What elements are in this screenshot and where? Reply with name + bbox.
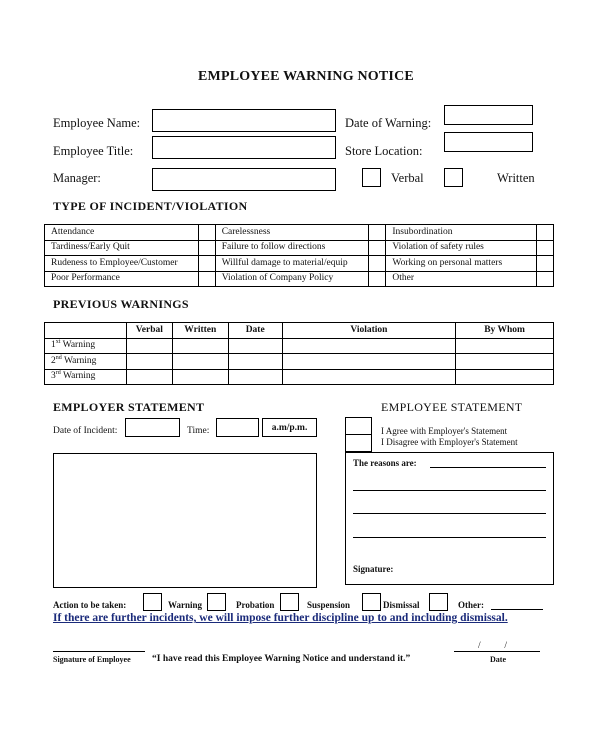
date-of-warning-label: Date of Warning: xyxy=(345,116,432,130)
employee-name-label: Employee Name: xyxy=(53,116,141,130)
cell[interactable] xyxy=(172,354,228,370)
cell[interactable] xyxy=(228,338,282,354)
manager-label: Manager: xyxy=(53,171,101,185)
column-header xyxy=(45,323,127,339)
disagree-checkbox[interactable] xyxy=(345,434,372,452)
column-header: Verbal xyxy=(126,323,172,339)
written-label: Written xyxy=(497,171,535,185)
employee-name-field[interactable] xyxy=(152,109,336,132)
employer-statement-area[interactable] xyxy=(53,453,317,588)
incident-checkbox[interactable] xyxy=(198,256,215,272)
incident-checkbox[interactable] xyxy=(537,256,554,272)
incident-checkbox[interactable] xyxy=(537,271,554,287)
action-label: Action to be taken: xyxy=(53,600,127,610)
probation-checkbox[interactable] xyxy=(280,593,299,611)
employer-statement-heading: EMPLOYER STATEMENT xyxy=(53,400,205,414)
previous-warnings-heading: PREVIOUS WARNINGS xyxy=(53,297,189,311)
agree-checkbox[interactable] xyxy=(345,417,372,435)
page-title: EMPLOYEE WARNING NOTICE xyxy=(198,69,414,84)
table-row xyxy=(45,338,554,354)
incident-item: Tardiness/Early Quit xyxy=(45,240,199,256)
date-of-warning-field[interactable] xyxy=(444,105,533,125)
reasons-line[interactable] xyxy=(353,490,546,491)
incident-item: Willful damage to material/equip xyxy=(215,256,369,272)
cell[interactable] xyxy=(282,354,456,370)
warning-row-label: 2nd Warning xyxy=(45,354,127,370)
table-row xyxy=(45,271,554,287)
warning-label: Warning xyxy=(168,600,203,610)
other-line[interactable] xyxy=(491,609,543,610)
incident-checkbox[interactable] xyxy=(198,240,215,256)
incident-item: Working on personal matters xyxy=(386,256,537,272)
cell[interactable] xyxy=(126,354,172,370)
other-label: Other: xyxy=(458,600,484,610)
time-label: Time: xyxy=(187,426,210,436)
incident-item: Violation of safety rules xyxy=(386,240,537,256)
table-row xyxy=(45,369,554,385)
warning-checkbox[interactable] xyxy=(143,593,162,611)
incident-item: Other xyxy=(386,271,537,287)
agree-label: I Agree with Employer's Statement xyxy=(381,426,508,436)
disagree-label: I Disagree with Employer's Statement xyxy=(381,437,518,447)
incident-checkbox[interactable] xyxy=(198,225,215,241)
verbal-label: Verbal xyxy=(391,171,424,185)
date-slashes: / / xyxy=(478,641,508,651)
cell[interactable] xyxy=(126,338,172,354)
cell[interactable] xyxy=(228,369,282,385)
incident-item: Poor Performance xyxy=(45,271,199,287)
warning-checkbox-2[interactable] xyxy=(207,593,226,611)
warning-row-label: 3rd Warning xyxy=(45,369,127,385)
cell[interactable] xyxy=(282,369,456,385)
incident-item: Attendance xyxy=(45,225,199,241)
cell[interactable] xyxy=(282,338,456,354)
incident-checkbox[interactable] xyxy=(369,271,386,287)
manager-field[interactable] xyxy=(152,168,336,191)
incident-checkbox[interactable] xyxy=(369,225,386,241)
reasons-line[interactable] xyxy=(353,513,546,514)
table-row xyxy=(45,323,554,339)
table-row xyxy=(45,354,554,370)
table-row xyxy=(45,240,554,256)
date-of-incident-field[interactable] xyxy=(125,418,180,437)
incident-item: Failure to follow directions xyxy=(215,240,369,256)
column-header: Written xyxy=(172,323,228,339)
acknowledgement-quote: “I have read this Employee Warning Notice and understand it.” xyxy=(152,654,411,664)
date-label: Date xyxy=(490,655,506,664)
cell[interactable] xyxy=(172,338,228,354)
incident-item: Rudeness to Employee/Customer xyxy=(45,256,199,272)
table-row xyxy=(45,256,554,272)
date-of-incident-label: Date of Incident: xyxy=(53,426,118,436)
employee-signature-line[interactable] xyxy=(53,651,145,652)
column-header: Violation xyxy=(282,323,456,339)
cell[interactable] xyxy=(456,369,554,385)
written-checkbox[interactable] xyxy=(444,168,463,187)
incident-item: Carelessness xyxy=(215,225,369,241)
cell[interactable] xyxy=(172,369,228,385)
employee-title-field[interactable] xyxy=(152,136,336,159)
probation-label: Probation xyxy=(236,600,275,610)
incident-item: Violation of Company Policy xyxy=(215,271,369,287)
reasons-line[interactable] xyxy=(430,467,546,468)
dismissal-checkbox[interactable] xyxy=(429,593,448,611)
ampm-box[interactable]: a.m/p.m. xyxy=(262,418,317,437)
cell[interactable] xyxy=(126,369,172,385)
verbal-checkbox[interactable] xyxy=(362,168,381,187)
table-row xyxy=(45,225,554,241)
reasons-line[interactable] xyxy=(353,537,546,538)
column-header: By Whom xyxy=(456,323,554,339)
signature-of-employee-label: Signature of Employee xyxy=(53,655,131,664)
incident-checkbox[interactable] xyxy=(369,256,386,272)
incident-item: Insubordination xyxy=(386,225,537,241)
cell[interactable] xyxy=(456,338,554,354)
column-header: Date xyxy=(228,323,282,339)
warning-row-label: $1^{xt}$ Warning xyxy=(45,338,127,354)
incident-heading: TYPE OF INCIDENT/VIOLATION xyxy=(53,199,248,213)
suspension-checkbox[interactable] xyxy=(362,593,381,611)
cell[interactable] xyxy=(228,354,282,370)
incident-checkbox[interactable] xyxy=(537,240,554,256)
incident-checkbox[interactable] xyxy=(537,225,554,241)
incident-checkbox[interactable] xyxy=(369,240,386,256)
employee-title-label: Employee Title: xyxy=(53,144,134,158)
discipline-notice: If there are further incidents, we will impose further discipline up to and including dismissal. xyxy=(53,612,508,624)
dismissal-label: Dismissal xyxy=(383,600,420,610)
previous-warnings-table xyxy=(44,322,554,385)
time-field[interactable] xyxy=(216,418,259,437)
incident-checkbox[interactable] xyxy=(198,271,215,287)
reasons-label: The reasons are: xyxy=(353,458,417,468)
store-location-label: Store Location: xyxy=(345,144,423,158)
signature-label: Signature: xyxy=(353,564,394,574)
cell[interactable] xyxy=(456,354,554,370)
incident-table xyxy=(44,224,554,287)
store-location-field[interactable] xyxy=(444,132,533,152)
suspension-label: Suspension xyxy=(307,600,351,610)
employee-statement-heading: EMPLOYEE STATEMENT xyxy=(381,400,523,414)
